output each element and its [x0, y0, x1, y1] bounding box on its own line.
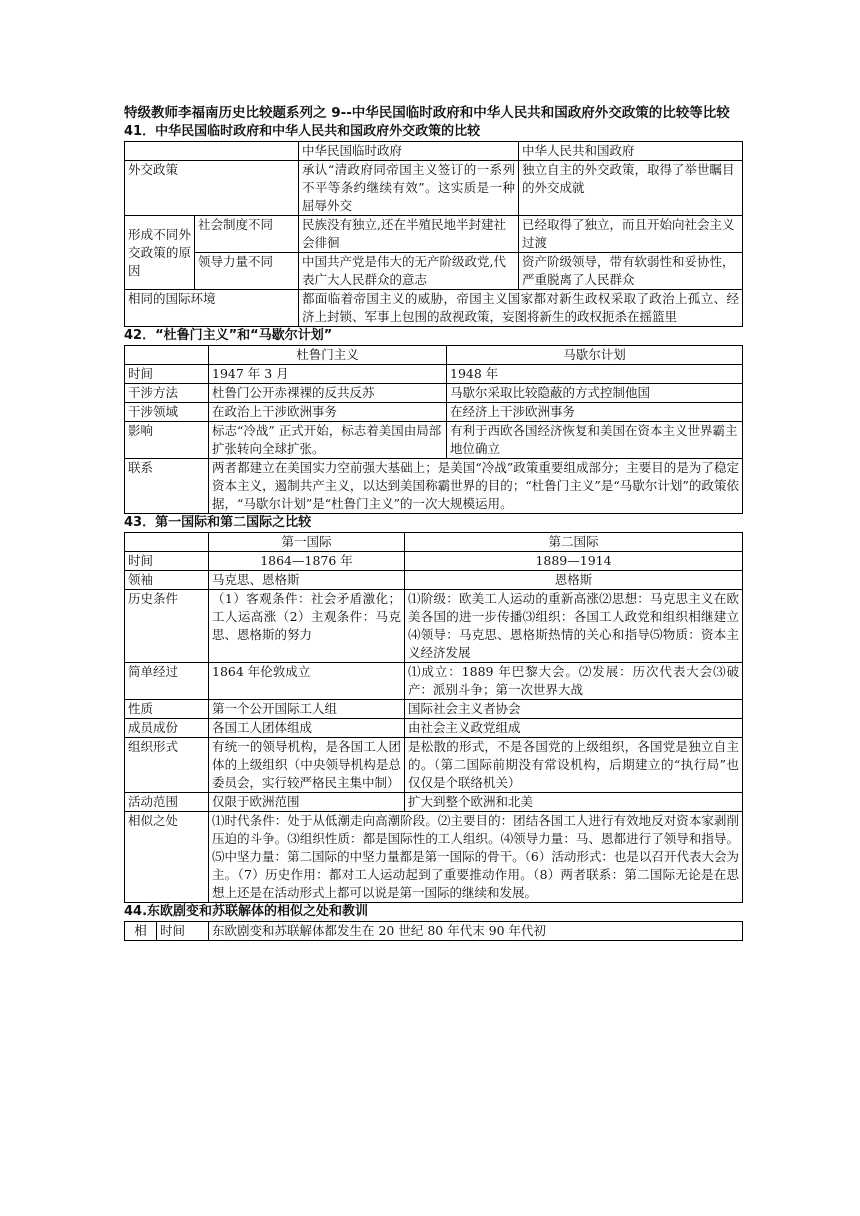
table-cell: 标志“冷战” 正式开始，标志着美国由局部扩张转向全球扩张。 — [209, 422, 447, 459]
section-41-heading: 41．中华民国临时政府和中华人民共和国政府外交政策的比较 — [124, 124, 481, 139]
row-label: 领导力量不同 — [195, 253, 299, 290]
table-row — [125, 719, 743, 738]
row-label: 组织形式 — [125, 738, 209, 793]
table-row — [125, 663, 743, 700]
table-row — [125, 590, 743, 663]
table-cell — [125, 346, 209, 365]
row-label: 联系 — [125, 459, 209, 514]
row-label: 性质 — [125, 700, 209, 719]
table-row — [125, 290, 743, 327]
table-row — [125, 142, 743, 161]
table-cell: （1）客观条件：社会矛盾激化；工人运高涨（2）主观条件：马克思、恩格斯的努力 — [209, 590, 405, 663]
table-cell: 东欧剧变和苏联解体都发生在 20 世纪 80 年代末 90 年代初 — [209, 922, 743, 941]
document-page — [124, 104, 742, 941]
table-44 — [124, 921, 743, 941]
row-label: 时间 — [125, 552, 209, 571]
table-cell: 扩大到整个欧洲和北美 — [405, 793, 743, 812]
table-cell: 1947 年 3 月 — [209, 365, 447, 384]
table-cell: 由社会主义政党组成 — [405, 719, 743, 738]
table-cell: 独立自主的外交政策，取得了举世瞩目的外交成就 — [519, 161, 743, 216]
table-row — [125, 384, 743, 403]
section-42-heading: 42．“杜鲁门主义”和“马歇尔计划” — [124, 328, 333, 343]
table-cell: 已经取得了独立，而且开始向社会主义过渡 — [519, 216, 743, 253]
table-row — [125, 459, 743, 514]
row-label: 外交政策 — [125, 161, 299, 216]
table-cell: 马歇尔采取比较隐蔽的方式控制他国 — [447, 384, 743, 403]
row-label: 相似之处 — [125, 812, 209, 903]
table-row — [125, 403, 743, 422]
group-label: 相 — [125, 922, 157, 941]
table-cell: 杜鲁门公开赤裸裸的反共反苏 — [209, 384, 447, 403]
table-header-cell: 杜鲁门主义 — [209, 346, 447, 365]
table-cell: 在经济上干涉欧洲事务 — [447, 403, 743, 422]
row-label: 简单经过 — [125, 663, 209, 700]
row-label: 成员成份 — [125, 719, 209, 738]
table-cell: 仅限于欧洲范围 — [209, 793, 405, 812]
table-row — [125, 922, 743, 941]
row-label: 活动范围 — [125, 793, 209, 812]
row-label: 领袖 — [125, 571, 209, 590]
table-cell: 是松散的形式，不是各国党的上级组织，各国党是独立自主的。（第二国际前期没有常设机构，后期建立的“执行局”也仅仅是个联络机关） — [405, 738, 743, 793]
table-header-cell: 马歇尔计划 — [447, 346, 743, 365]
table-header-cell: 中华民国临时政府 — [299, 142, 519, 161]
row-label: 干涉方法 — [125, 384, 209, 403]
table-cell: 在政治上干涉欧洲事务 — [209, 403, 447, 422]
table-header-cell: 中华人民共和国政府 — [519, 142, 743, 161]
row-label: 时间 — [157, 922, 209, 941]
row-label: 时间 — [125, 365, 209, 384]
table-cell: 1864 年伦敦成立 — [209, 663, 405, 700]
row-label: 社会制度不同 — [195, 216, 299, 253]
table-row — [125, 793, 743, 812]
row-label: 历史条件 — [125, 590, 209, 663]
row-label: 干涉领域 — [125, 403, 209, 422]
row-label: 影响 — [125, 422, 209, 459]
table-row — [125, 738, 743, 793]
table-row — [125, 700, 743, 719]
table-row — [125, 571, 743, 590]
table-43 — [124, 532, 743, 903]
table-row — [125, 533, 743, 552]
row-label: 相同的国际环境 — [125, 290, 299, 327]
table-row — [125, 422, 743, 459]
document-title: 特级教师李福南历史比较题系列之 9--中华民国临时政府和中华人民共和国政府外交政策的比较等比较 — [124, 105, 730, 121]
table-cell: 1864—1876 年 — [209, 552, 405, 571]
table-cell: 有利于西欧各国经济恢复和美国在资本主义世界霸主地位确立 — [447, 422, 743, 459]
table-cell: 资产阶级领导，带有软弱性和妥协性，严重脱离了人民群众 — [519, 253, 743, 290]
table-41 — [124, 141, 743, 327]
table-cell: 两者都建立在美国实力空前强大基础上；是美国“冷战”政策重要组成部分；主要目的是为了稳定资本主义，遏制共产主义，以达到美国称霸世界的目的；“杜鲁门主义”是“马歇尔计划”的政策依据，“马歇尔计划”是“杜鲁门主义”的一次大规模运用。 — [209, 459, 743, 514]
table-row — [125, 365, 743, 384]
table-cell: 国际社会主义者协会 — [405, 700, 743, 719]
table-cell: 民族没有独立,还在半殖民地半封建社会徘徊 — [299, 216, 519, 253]
table-header-cell: 第二国际 — [405, 533, 743, 552]
table-cell — [125, 142, 299, 161]
table-cell: ⑴时代条件：处于从低潮走向高潮阶段。⑵主要目的：团结各国工人进行有效地反对资本家剥削压迫的斗争。⑶组织性质：都是国际性的工人组织。⑷领导力量：马、恩都进行了领导和指导。⑸中坚力量：第二国际的中坚力量都是第一国际的骨干。（6）活动形式：也是以召开代表大会为主。（7）历史作用：都对工人运动起到了重要推动作用。（8）两者联系：第二国际无论是在思想上还是在活动形式上都可以说是第一国际的继续和发展。 — [209, 812, 743, 903]
table-row — [125, 812, 743, 903]
table-cell: 1889—1914 — [405, 552, 743, 571]
table-cell: 恩格斯 — [405, 571, 743, 590]
table-row — [125, 253, 743, 290]
section-44-heading: 44.东欧剧变和苏联解体的相似之处和教训 — [124, 904, 369, 919]
table-header-cell: 第一国际 — [209, 533, 405, 552]
group-label: 形成不同外交政策的原因 — [125, 216, 195, 290]
table-row — [125, 346, 743, 365]
section-43-heading: 43．第一国际和第二国际之比较 — [124, 515, 312, 530]
table-row — [125, 216, 743, 253]
table-cell: ⑴阶级：欧美工人运动的重新高涨⑵思想：马克思主义在欧美各国的进一步传播⑶组织：各国工人政党和组织相继建立⑷领导：马克思、恩格斯热情的关心和指导⑸物质：资本主义经济发展 — [405, 590, 743, 663]
table-cell: 马克思、恩格斯 — [209, 571, 405, 590]
table-cell: 各国工人团体组成 — [209, 719, 405, 738]
table-42 — [124, 345, 743, 514]
table-cell: 承认“清政府同帝国主义签订的一系列不平等条约继续有效”。这实质是一种屈辱外交 — [299, 161, 519, 216]
table-cell: ⑴成立：1889 年巴黎大会。⑵发展：历次代表大会⑶破产：派别斗争；第一次世界大战 — [405, 663, 743, 700]
table-cell — [125, 533, 209, 552]
table-cell: 都面临着帝国主义的威胁，帝国主义国家都对新生政权采取了政治上孤立、经济上封锁、军事上包围的敌视政策，妄图将新生的政权扼杀在摇篮里 — [299, 290, 743, 327]
table-row — [125, 161, 743, 216]
table-cell: 有统一的领导机构，是各国工人团体的上级组织（中央领导机构是总委员会，实行较严格民主集中制） — [209, 738, 405, 793]
table-row — [125, 552, 743, 571]
table-cell: 中国共产党是伟大的无产阶级政党,代表广大人民群众的意志 — [299, 253, 519, 290]
table-cell: 1948 年 — [447, 365, 743, 384]
table-cell: 第一个公开国际工人组 — [209, 700, 405, 719]
